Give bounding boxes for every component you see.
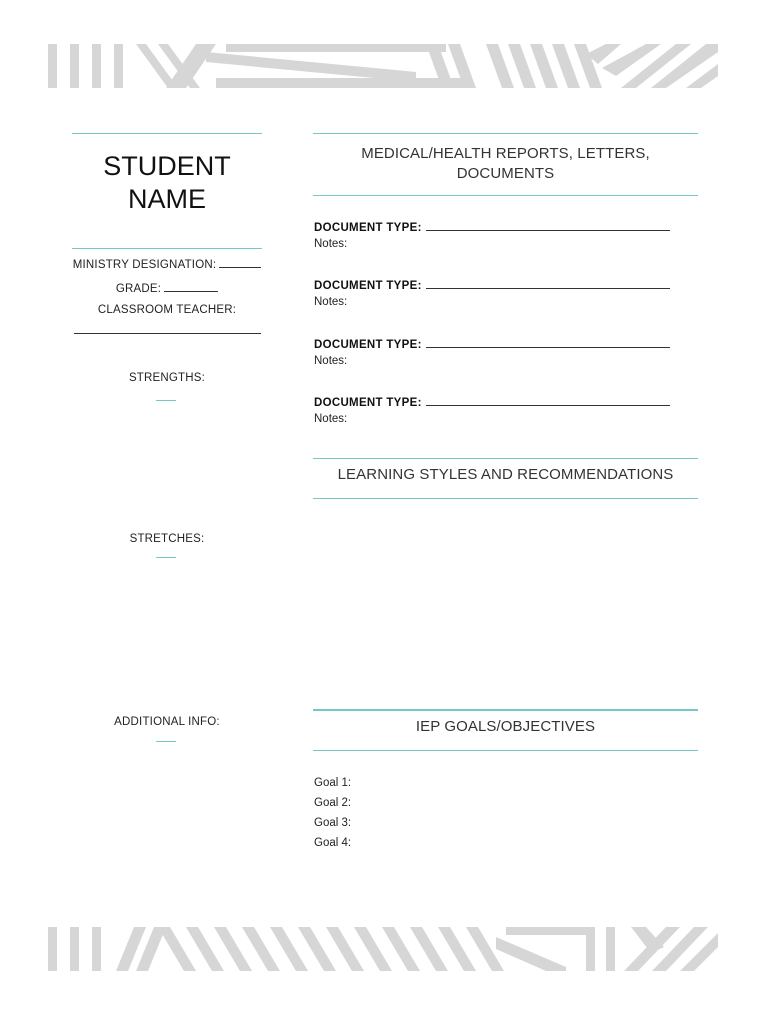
sidebar-top-rule bbox=[72, 133, 262, 134]
student-name-line-2: NAME bbox=[127, 184, 206, 214]
document-type-field-4 bbox=[314, 396, 670, 409]
goal-item-1: Goal 1: bbox=[314, 777, 352, 789]
medical-heading-line-1: MEDICAL/HEALTH REPORTS, LETTERS, bbox=[361, 145, 650, 162]
goal-item-3: Goal 3: bbox=[314, 817, 352, 829]
decorative-stripe-banner-top bbox=[46, 44, 718, 88]
decorative-stripe-banner-bottom bbox=[46, 927, 718, 971]
document-type-field-3 bbox=[314, 338, 670, 351]
document-type-blank bbox=[426, 221, 670, 231]
sidebar-name-rule bbox=[72, 248, 262, 249]
medical-heading-line-2: DOCUMENTS bbox=[456, 165, 555, 182]
document-type-label: DOCUMENT TYPE: bbox=[314, 397, 422, 409]
notes-label: Notes: bbox=[314, 238, 348, 250]
document-type-blank bbox=[426, 279, 670, 289]
learning-bottom-rule bbox=[313, 498, 698, 499]
document-type-blank bbox=[426, 338, 670, 348]
medical-top-rule bbox=[313, 133, 698, 134]
document-type-blank bbox=[426, 396, 670, 406]
strengths-label: STRENGTHS: bbox=[128, 372, 206, 384]
strengths-divider bbox=[156, 400, 176, 401]
student-name-line-1: STUDENT bbox=[103, 151, 231, 181]
notes-label: Notes: bbox=[314, 296, 348, 308]
classroom-teacher-label: CLASSROOM TEACHER: bbox=[97, 304, 237, 316]
goal-item-2: Goal 2: bbox=[314, 797, 352, 809]
classroom-teacher-blank bbox=[74, 333, 261, 334]
additional-info-label: ADDITIONAL INFO: bbox=[114, 716, 220, 728]
iep-section-heading: IEP GOALS/OBJECTIVES bbox=[415, 718, 596, 735]
ministry-designation-field bbox=[62, 257, 272, 271]
medical-section-heading bbox=[313, 144, 698, 184]
goal-item-4: Goal 4: bbox=[314, 837, 352, 849]
document-type-field-1 bbox=[314, 221, 670, 234]
additional-info-divider bbox=[156, 741, 176, 742]
document-type-label: DOCUMENT TYPE: bbox=[314, 339, 422, 351]
grade-blank bbox=[164, 281, 218, 292]
learning-section-heading: LEARNING STYLES AND RECOMMENDATIONS bbox=[337, 466, 674, 483]
stretches-divider bbox=[156, 557, 176, 558]
iep-bottom-rule bbox=[313, 750, 698, 751]
learning-top-rule bbox=[313, 458, 698, 459]
notes-label: Notes: bbox=[314, 413, 348, 425]
grade-label: GRADE: bbox=[115, 283, 162, 295]
notes-label: Notes: bbox=[314, 355, 348, 367]
medical-bottom-rule bbox=[313, 195, 698, 196]
document-type-field-2 bbox=[314, 279, 670, 292]
grade-field bbox=[62, 281, 272, 295]
document-type-label: DOCUMENT TYPE: bbox=[314, 222, 422, 234]
iep-top-rule bbox=[313, 709, 698, 711]
ministry-designation-blank bbox=[219, 257, 261, 268]
stretches-label: STRETCHES: bbox=[129, 533, 205, 545]
student-name-title bbox=[72, 150, 262, 216]
ministry-designation-label: MINISTRY DESIGNATION: bbox=[72, 259, 217, 271]
document-type-label: DOCUMENT TYPE: bbox=[314, 280, 422, 292]
